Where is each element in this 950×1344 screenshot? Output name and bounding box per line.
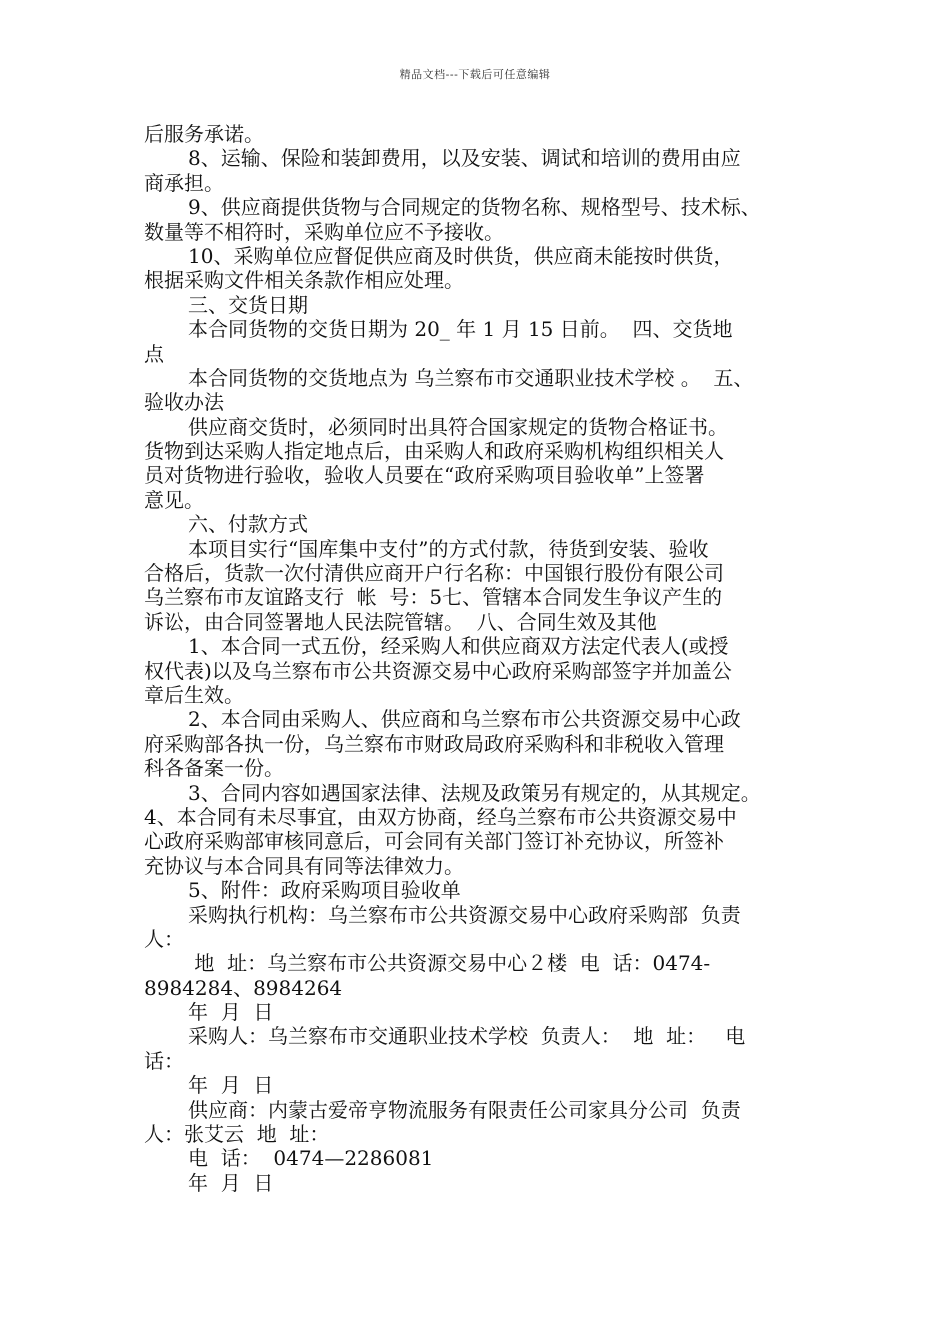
- text-line: 乌兰察布市友谊路支行 帐 号：5七、管辖本合同发生争议产生的: [144, 585, 723, 610]
- page-header: 精品文档---下载后可任意编辑: [399, 68, 551, 81]
- text-line: 合格后，货款一次付清供应商开户行名称：中国银行股份有限公司: [144, 561, 724, 586]
- text-line: 章后生效。: [144, 682, 244, 707]
- text-line: 10、采购单位应督促供应商及时供货，供应商未能按时供货，: [188, 243, 734, 268]
- text-line: 人：: [144, 926, 184, 951]
- text-line: 年 月 日: [188, 1170, 274, 1195]
- text-line: 点: [144, 341, 164, 366]
- document-body: [144, 122, 816, 1195]
- text-line: 心政府采购部审核同意后，可会同有关部门签订补充协议，所签补: [144, 829, 724, 854]
- text-line: 1、本合同一式五份，经采购人和供应商双方法定代表人(或授: [188, 634, 729, 659]
- text-line: 采购执行机构：乌兰察布市公共资源交易中心政府采购部 负责: [188, 902, 741, 927]
- text-line: 诉讼，由合同签署地人民法院管辖。 八、合同生效及其他: [144, 609, 657, 634]
- text-line: 9、供应商提供货物与合同规定的货物名称、规格型号、技术标、: [188, 195, 761, 220]
- text-line: 货物到达采购人指定地点后，由采购人和政府采购机构组织相关人: [144, 439, 724, 464]
- text-line: 验收办法: [144, 390, 224, 415]
- text-line: 5、附件：政府采购项目验收单: [188, 878, 461, 903]
- text-line: 3、合同内容如遇国家法律、法规及政策另有规定的，从其规定。: [188, 780, 761, 805]
- text-line: 后服务承诺。: [144, 122, 264, 146]
- text-line: 根据采购文件相关条款作相应处理。: [144, 268, 464, 293]
- text-line: 三、交货日期: [188, 292, 308, 317]
- text-line: 采购人：乌兰察布市交通职业技术学校 负责人： 地 址： 电: [188, 1024, 746, 1049]
- text-line: 年 月 日: [188, 1000, 274, 1025]
- text-line: 本项目实行“国库集中支付”的方式付款，待货到安装、验收: [188, 536, 709, 561]
- text-line: 4、本合同有未尽事宜，由双方协商，经乌兰察布市公共资源交易中: [144, 804, 737, 829]
- text-line: 8、运输、保险和装卸费用，以及安装、调试和培训的费用由应: [188, 146, 741, 171]
- text-line: 本合同货物的交货地点为 乌兰察布市交通职业技术学校 。 五、: [188, 365, 754, 390]
- text-line: 数量等不相符时，采购单位应不予接收。: [144, 219, 504, 244]
- text-line: 8984284、8984264: [144, 975, 343, 1000]
- text-line: 员对货物进行验收，验收人员要在“政府采购项目验收单”上签署: [144, 463, 705, 488]
- text-line: 权代表)以及乌兰察布市公共资源交易中心政府采购部签字并加盖公: [144, 658, 732, 683]
- text-line: 意见。: [144, 487, 204, 512]
- text-line: 2、本合同由采购人、供应商和乌兰察布市公共资源交易中心政: [188, 707, 741, 732]
- text-line: 六、付款方式: [188, 512, 308, 537]
- text-line: 府采购部各执一份，乌兰察布市财政局政府采购科和非税收入管理: [144, 731, 724, 756]
- text-line: 科各备案一份。: [144, 756, 284, 781]
- text-line: 电 话： 0474—2286081: [188, 1146, 434, 1171]
- text-line: 人：张艾云 地 址：: [144, 1122, 330, 1147]
- text-line: 充协议与本合同具有同等法律效力。: [144, 853, 464, 878]
- text-line: 话：: [144, 1048, 184, 1073]
- text-line: 地 址：乌兰察布市公共资源交易中心２楼 电 话：0474-: [188, 951, 711, 976]
- text-line: 本合同货物的交货日期为 20_ 年 1 月 15 日前。 四、交货地: [188, 317, 733, 342]
- text-line: 供应商交货时，必须同时出具符合国家规定的货物合格证书。: [188, 414, 728, 439]
- text-line: 年 月 日: [188, 1073, 274, 1098]
- text-line: 商承担。: [144, 170, 224, 195]
- text-line: 供应商：内蒙古爱帝亨物流服务有限责任公司家具分公司 负责: [188, 1097, 741, 1122]
